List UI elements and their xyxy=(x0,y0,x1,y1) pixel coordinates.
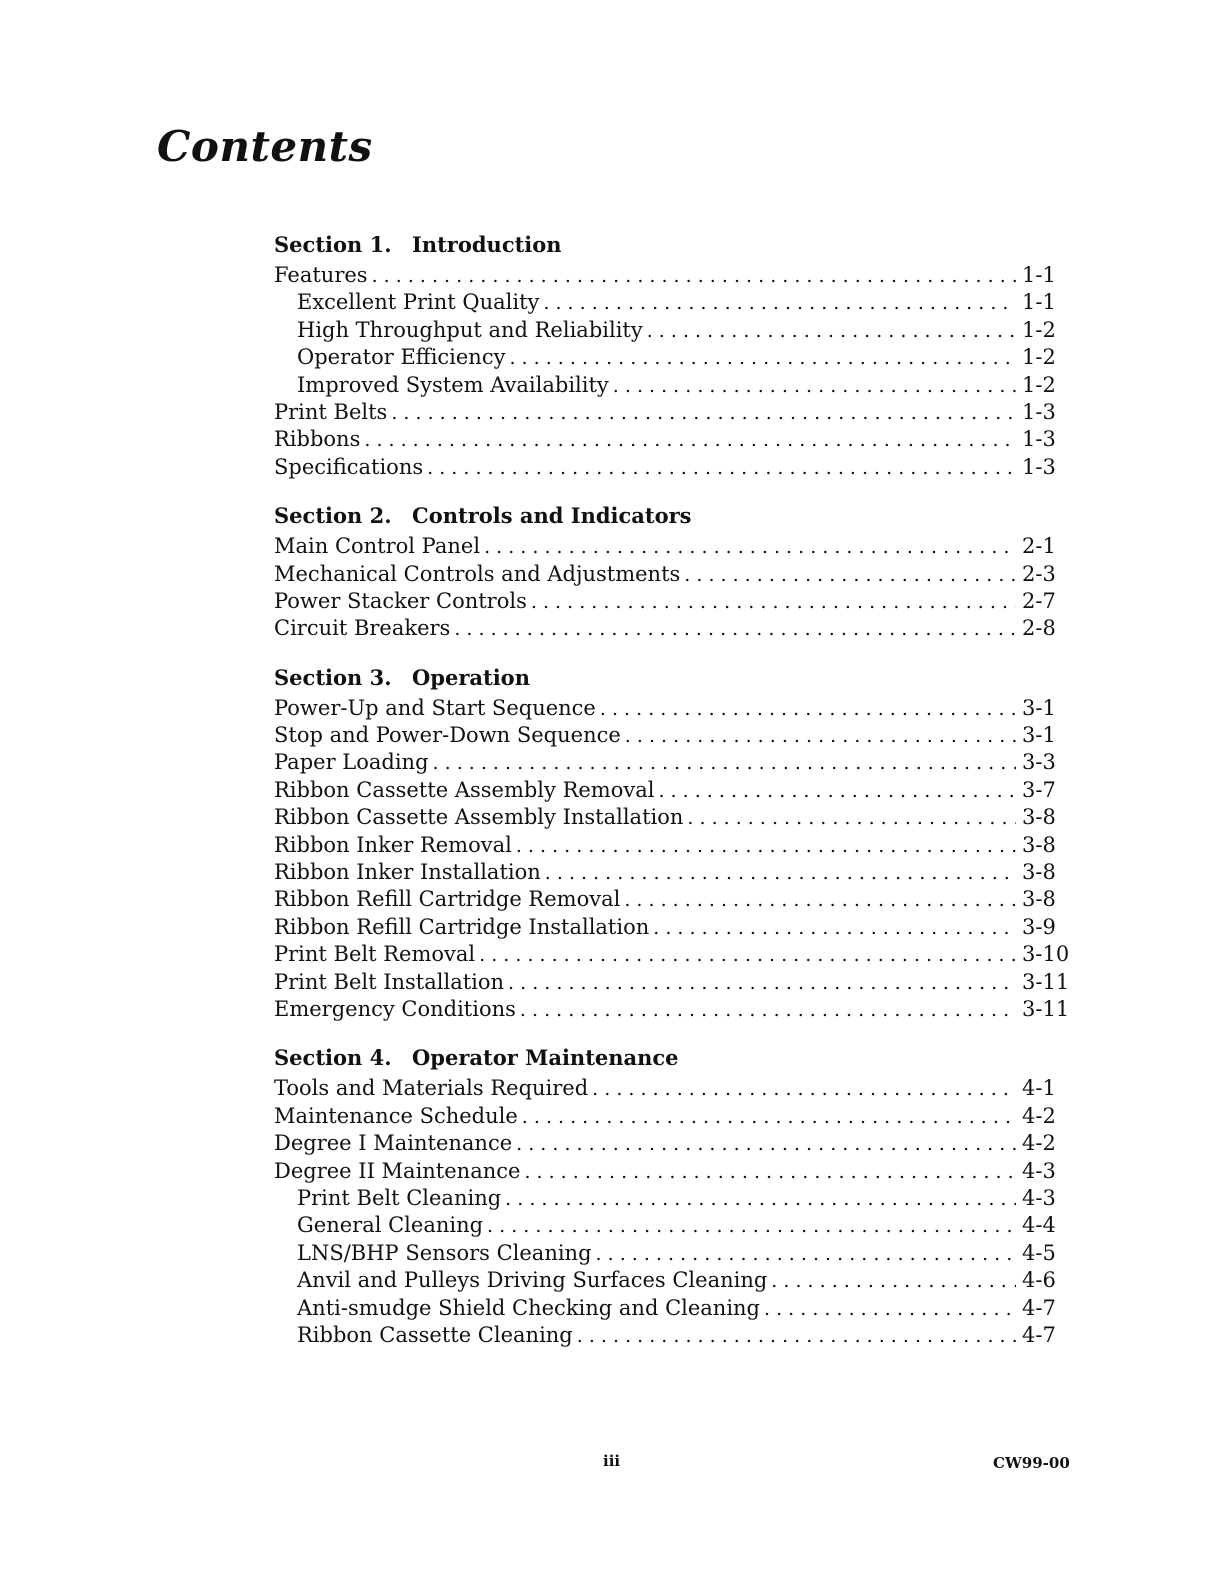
entry-label: General Cleaning xyxy=(297,1213,484,1238)
toc-entry[interactable] xyxy=(274,969,1068,996)
toc-entry[interactable] xyxy=(274,372,1068,399)
entry-page-number: 4-7 xyxy=(1022,1322,1056,1347)
toc-entry[interactable] xyxy=(274,588,1068,615)
entry-label: Stop and Power-Down Sequence xyxy=(274,723,621,748)
dot-leader xyxy=(520,997,1016,1024)
toc-entry[interactable] xyxy=(274,695,1068,722)
entry-page-number: 4-2 xyxy=(1022,1103,1056,1128)
toc-entry[interactable] xyxy=(274,454,1068,481)
dot-leader xyxy=(577,1323,1016,1350)
dot-leader xyxy=(531,589,1016,616)
entry-page-number: 3-7 xyxy=(1022,777,1056,802)
entry-page-number: 2-8 xyxy=(1022,616,1056,641)
entry-label: Paper Loading xyxy=(274,750,429,775)
toc-entry[interactable] xyxy=(274,1240,1068,1267)
toc-entry[interactable] xyxy=(274,749,1068,776)
entry-page-number: 2-7 xyxy=(1022,588,1056,613)
entry-page-number: 4-1 xyxy=(1022,1076,1056,1101)
dot-leader xyxy=(771,1268,1016,1295)
dot-leader xyxy=(508,970,1016,997)
dot-leader xyxy=(427,455,1016,482)
dot-leader xyxy=(372,263,1016,290)
section-title: Controls and Indicators xyxy=(412,503,692,529)
entry-label: Ribbon Refill Cartridge Installation xyxy=(274,914,650,939)
entry-page-number: 3-11 xyxy=(1022,969,1070,994)
entry-label: Print Belt Cleaning xyxy=(297,1185,502,1210)
entry-page-number: 3-1 xyxy=(1022,723,1056,748)
toc-entry[interactable] xyxy=(274,832,1068,859)
toc-entry[interactable] xyxy=(274,1158,1068,1185)
toc-section xyxy=(274,1041,1068,1349)
footer-page-number: iii xyxy=(603,1452,621,1470)
toc-entry[interactable] xyxy=(274,914,1068,941)
entry-label: Features xyxy=(274,263,368,287)
section-number: Section 2. xyxy=(274,503,392,529)
entry-page-number: 1-3 xyxy=(1022,454,1056,479)
dot-leader xyxy=(516,833,1016,860)
toc-entry[interactable] xyxy=(274,561,1068,588)
entry-page-number: 3-3 xyxy=(1022,750,1056,775)
section-title: Introduction xyxy=(412,232,562,257)
toc-entry[interactable] xyxy=(274,722,1068,749)
dot-leader xyxy=(600,696,1016,723)
dot-leader xyxy=(687,805,1016,832)
dot-leader xyxy=(454,616,1016,643)
entry-page-number: 2-3 xyxy=(1022,561,1056,586)
entry-page-number: 4-6 xyxy=(1022,1268,1056,1293)
footer-document-code: CW99-00 xyxy=(993,1454,1070,1472)
section-heading xyxy=(274,1041,1068,1075)
entry-page-number: 3-8 xyxy=(1022,805,1056,830)
entry-label: Tools and Materials Required xyxy=(274,1076,589,1101)
entry-page-number: 4-5 xyxy=(1022,1240,1056,1265)
entry-label: Circuit Breakers xyxy=(274,616,451,641)
toc-entry[interactable] xyxy=(274,426,1068,453)
entry-label: Anvil and Pulleys Driving Surfaces Cleaning xyxy=(297,1268,768,1293)
section-number: Section 4. xyxy=(274,1045,392,1071)
dot-leader xyxy=(505,1186,1016,1213)
toc-entry[interactable] xyxy=(274,1103,1068,1130)
entry-label: Ribbon Inker Removal xyxy=(274,832,512,857)
dot-leader xyxy=(684,562,1016,589)
entry-label: Improved System Availability xyxy=(297,372,609,397)
entry-label: Ribbon Cassette Assembly Removal xyxy=(274,777,655,802)
section-number: Section 1. xyxy=(274,232,392,257)
section-gap xyxy=(274,481,1068,499)
section-title: Operator Maintenance xyxy=(412,1045,679,1071)
dot-leader xyxy=(624,887,1016,914)
entry-label: LNS/BHP Sensors Cleaning xyxy=(297,1240,592,1265)
entry-page-number: 1-2 xyxy=(1022,345,1056,370)
dot-leader xyxy=(764,1296,1016,1323)
entry-label: Specifications xyxy=(274,454,424,479)
toc-entry[interactable] xyxy=(274,399,1068,426)
entry-page-number: 4-2 xyxy=(1022,1131,1056,1156)
entry-page-number: 3-8 xyxy=(1022,832,1056,857)
entry-label: Print Belts xyxy=(274,399,388,424)
toc-entry[interactable] xyxy=(274,344,1068,371)
entry-page-number: 3-10 xyxy=(1022,942,1070,967)
dot-leader xyxy=(487,1213,1016,1240)
dot-leader xyxy=(545,860,1016,887)
section-heading xyxy=(274,499,1068,533)
entry-label: Anti-smudge Shield Checking and Cleaning xyxy=(297,1295,761,1320)
table-of-contents xyxy=(274,228,1068,1349)
entry-label: Degree I Maintenance xyxy=(274,1131,513,1156)
dot-leader xyxy=(522,1104,1016,1131)
entry-label: Power Stacker Controls xyxy=(274,588,527,613)
entry-label: Ribbon Refill Cartridge Removal xyxy=(274,887,621,912)
entry-page-number: 4-4 xyxy=(1022,1213,1056,1238)
section-gap xyxy=(274,643,1068,661)
entry-page-number: 2-1 xyxy=(1022,534,1056,559)
entry-page-number: 1-1 xyxy=(1022,290,1056,315)
toc-entry[interactable] xyxy=(274,1130,1068,1157)
toc-entry[interactable] xyxy=(274,317,1068,344)
entry-page-number: 3-8 xyxy=(1022,887,1056,912)
toc-entry[interactable] xyxy=(274,262,1068,289)
entry-label: Ribbons xyxy=(274,427,361,452)
entry-page-number: 3-8 xyxy=(1022,860,1056,885)
entry-label: Ribbon Cassette Assembly Installation xyxy=(274,805,684,830)
toc-entry[interactable] xyxy=(274,886,1068,913)
dot-leader xyxy=(658,778,1016,805)
page-title: Contents xyxy=(157,122,373,171)
toc-entry[interactable] xyxy=(274,1322,1068,1349)
toc-entry[interactable] xyxy=(274,859,1068,886)
section-number: Section 3. xyxy=(274,664,392,690)
toc-entry[interactable] xyxy=(274,777,1068,804)
entry-label: Mechanical Controls and Adjustments xyxy=(274,561,681,586)
section-heading xyxy=(274,228,1068,262)
entry-page-number: 4-7 xyxy=(1022,1295,1056,1320)
dot-leader xyxy=(613,373,1016,400)
entry-label: Ribbon Cassette Cleaning xyxy=(297,1322,573,1347)
dot-leader xyxy=(433,750,1016,777)
dot-leader xyxy=(596,1241,1016,1268)
toc-section xyxy=(274,228,1068,481)
entry-label: Power-Up and Start Sequence xyxy=(274,695,596,720)
entry-label: Degree II Maintenance xyxy=(274,1158,521,1183)
entry-page-number: 3-9 xyxy=(1022,914,1056,939)
toc-section xyxy=(274,499,1068,643)
dot-leader xyxy=(653,915,1016,942)
toc-entry[interactable] xyxy=(274,1185,1068,1212)
entry-label: Print Belt Removal xyxy=(274,942,476,967)
entry-label: Emergency Conditions xyxy=(274,996,516,1021)
toc-section xyxy=(274,661,1068,1024)
entry-page-number: 1-3 xyxy=(1022,399,1056,424)
toc-entry[interactable] xyxy=(274,1212,1068,1239)
toc-entry[interactable] xyxy=(274,533,1068,560)
dot-leader xyxy=(509,345,1016,372)
toc-entry[interactable] xyxy=(274,804,1068,831)
dot-leader xyxy=(391,400,1016,427)
toc-entry[interactable] xyxy=(274,289,1068,316)
toc-entry[interactable] xyxy=(274,1267,1068,1294)
entry-label: Main Control Panel xyxy=(274,534,481,559)
entry-page-number: 4-3 xyxy=(1022,1185,1056,1210)
section-title: Operation xyxy=(412,664,530,690)
dot-leader xyxy=(479,942,1016,969)
entry-label: Excellent Print Quality xyxy=(297,290,540,315)
section-heading xyxy=(274,661,1068,695)
entry-label: Maintenance Schedule xyxy=(274,1103,518,1128)
toc-entry[interactable] xyxy=(274,1075,1068,1102)
entry-page-number: 1-2 xyxy=(1022,317,1056,342)
entry-page-number: 3-1 xyxy=(1022,695,1056,720)
dot-leader xyxy=(364,427,1016,454)
toc-entry[interactable] xyxy=(274,996,1068,1023)
toc-entry[interactable] xyxy=(274,615,1068,642)
dot-leader xyxy=(516,1131,1016,1158)
toc-entry[interactable] xyxy=(274,941,1068,968)
dot-leader xyxy=(647,318,1016,345)
entry-page-number: 1-3 xyxy=(1022,427,1056,452)
entry-label: Ribbon Inker Installation xyxy=(274,860,541,885)
entry-page-number: 3-11 xyxy=(1022,996,1070,1021)
entry-label: High Throughput and Reliability xyxy=(297,317,643,342)
dot-leader xyxy=(484,534,1016,561)
dot-leader xyxy=(543,290,1016,317)
toc-entry[interactable] xyxy=(274,1295,1068,1322)
section-gap xyxy=(274,1023,1068,1041)
dot-leader xyxy=(524,1159,1016,1186)
entry-page-number: 1-1 xyxy=(1022,263,1056,287)
entry-label: Operator Efficiency xyxy=(297,345,506,370)
dot-leader xyxy=(625,723,1016,750)
entry-label: Print Belt Installation xyxy=(274,969,505,994)
dot-leader xyxy=(592,1076,1016,1103)
entry-page-number: 1-2 xyxy=(1022,372,1056,397)
entry-page-number: 4-3 xyxy=(1022,1158,1056,1183)
